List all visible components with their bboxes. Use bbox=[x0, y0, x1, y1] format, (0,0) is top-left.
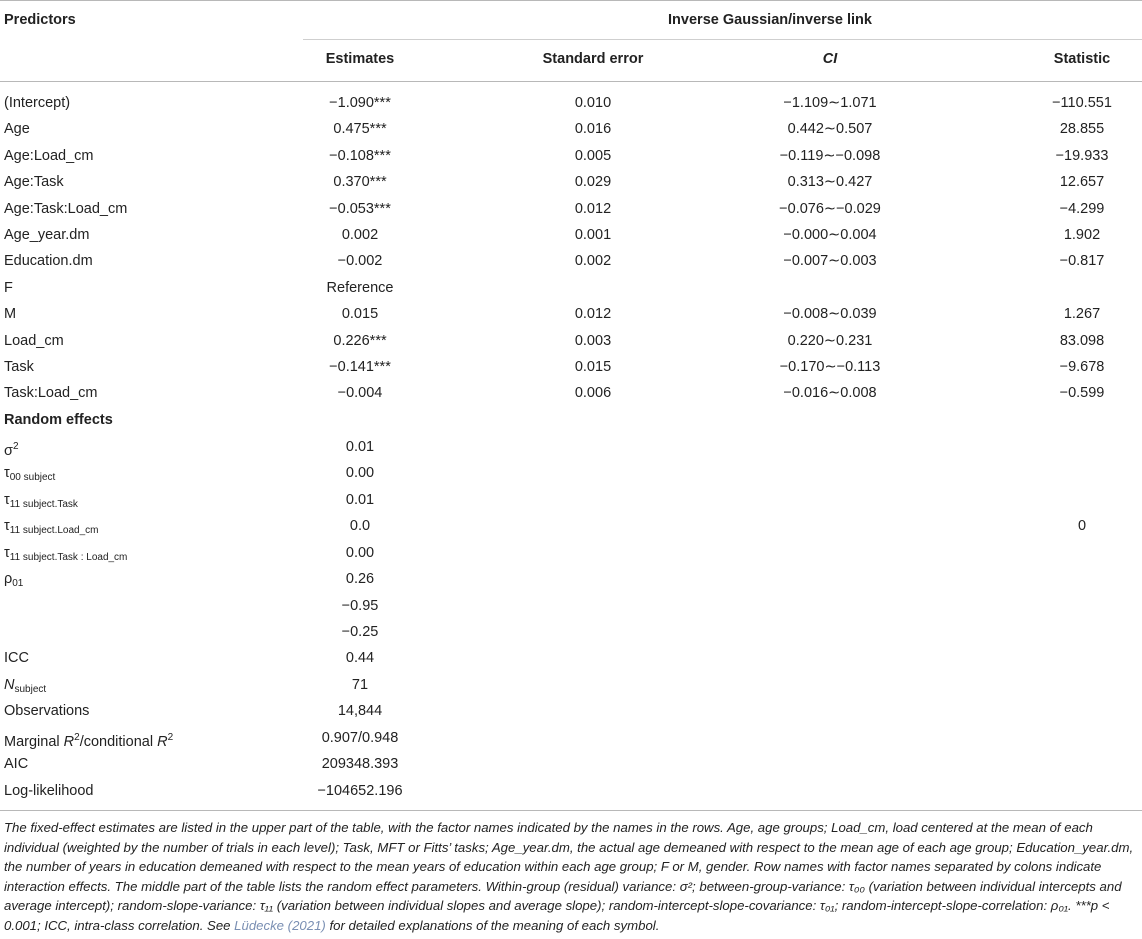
row-statistic: −0.817 bbox=[1059, 253, 1105, 269]
tau00-label bbox=[4, 464, 55, 487]
row-estimate: 0.015 bbox=[341, 306, 379, 322]
log-likelihood-label: Log-likelihood bbox=[4, 783, 94, 799]
n-subject-label bbox=[4, 676, 46, 699]
aic-label: AIC bbox=[4, 756, 29, 772]
row-estimate: −0.004 bbox=[337, 385, 383, 401]
sigma-symbol: σ bbox=[4, 443, 13, 459]
row-estimate: 0.370*** bbox=[333, 174, 387, 190]
row-standard-error: 0.012 bbox=[574, 306, 612, 322]
log-likelihood-value: −104652.196 bbox=[317, 783, 403, 799]
row-statistic: −9.678 bbox=[1059, 359, 1105, 375]
rho01-label bbox=[4, 570, 23, 593]
r2-label bbox=[4, 729, 173, 751]
row-label: Age:Load_cm bbox=[4, 148, 94, 164]
rho01-value: 0.26 bbox=[345, 571, 375, 587]
tau11-task-load-value: 0.00 bbox=[345, 545, 375, 561]
ludecke-citation-link[interactable]: Lüdecke (2021) bbox=[234, 917, 326, 933]
r2-conditional-r: R bbox=[157, 734, 168, 750]
tau-symbol: τ bbox=[4, 465, 10, 481]
row-ci: −0.008∼0.039 bbox=[783, 306, 877, 322]
row-standard-error: 0.012 bbox=[574, 201, 612, 217]
header-standard-error: Standard error bbox=[542, 51, 644, 67]
r2-marginal-r: R bbox=[63, 734, 75, 750]
top-rule bbox=[0, 0, 1142, 1]
tau11-task-label bbox=[4, 491, 78, 514]
row-label: Load_cm bbox=[4, 333, 64, 349]
sigma-sup: 2 bbox=[12, 441, 19, 452]
row-ci: −1.109∼1.071 bbox=[783, 95, 877, 111]
r2-conditional-sup: 2 bbox=[167, 732, 174, 743]
row-statistic: 1.267 bbox=[1063, 306, 1101, 322]
row-standard-error: 0.003 bbox=[574, 333, 612, 349]
row-ci: −0.016∼0.008 bbox=[783, 385, 877, 401]
tau00-value: 0.00 bbox=[345, 465, 375, 481]
tau00-sub: 00 subject bbox=[9, 472, 56, 483]
row-ci: −0.119∼−0.098 bbox=[779, 148, 881, 164]
row-ci: −0.000∼0.004 bbox=[783, 227, 877, 243]
row-label: F bbox=[4, 280, 13, 296]
tau11-load-value: 0.0 bbox=[349, 518, 371, 534]
row-label: Task:Load_cm bbox=[4, 385, 98, 401]
tau11-load-label bbox=[4, 517, 99, 540]
row-standard-error: 0.010 bbox=[574, 95, 612, 111]
row-statistic: 83.098 bbox=[1059, 333, 1105, 349]
tau11-task-value: 0.01 bbox=[345, 492, 375, 508]
row-label: Age bbox=[4, 121, 30, 137]
tau-symbol: τ bbox=[4, 545, 10, 561]
tau11-task-sub: 11 subject.Task bbox=[9, 499, 78, 510]
row-label: (Intercept) bbox=[4, 95, 71, 111]
row-label: Task bbox=[4, 359, 34, 375]
row-standard-error: 0.029 bbox=[574, 174, 612, 190]
footnote-text: The fixed-effect estimates are listed in the upper part of the table, with the factor names indicated by the names in the rows. Age, age groups; Load_cm, load centered at the mean of each individual (weighted by the number of trials in each level); Task, MFT or Fitts’ tasks; Age_year.dm, the actual age demeaned with respect to the mean age of each age group; Education_year.dm, the number of years in education demeaned with respect to the mean years of education within each age group; F or M, gender. Row names with factor names separated by colons indicate interaction effects. The middle part of the table lists the random effect parameters. Within-group (residual) variance: σ²; between-group-variance: τ₀₀ (variation between individual intercepts and average intercept); random-slope-variance: τ₁₁ (variation between individual slopes and average slope); random-intercept-slope-covariance: τ₀₁; random-intercept-slope-correlation: ρ₀₁. ***p < 0.001; ICC, intra-class correlation. See bbox=[4, 820, 1134, 933]
row-statistic: −110.551 bbox=[1052, 95, 1112, 111]
header-statistic: Statistic bbox=[1053, 51, 1111, 67]
icc-value: 0.44 bbox=[345, 650, 375, 666]
row-standard-error: 0.006 bbox=[574, 385, 612, 401]
aic-value: 209348.393 bbox=[321, 756, 399, 772]
observations-label: Observations bbox=[4, 703, 90, 719]
header-estimates: Estimates bbox=[325, 51, 395, 67]
n-sub: subject bbox=[14, 684, 47, 695]
icc-label: ICC bbox=[4, 650, 29, 666]
table-bottom-rule bbox=[0, 810, 1142, 811]
tau-symbol: τ bbox=[4, 492, 10, 508]
row-label: Age:Task bbox=[4, 174, 64, 190]
row-ci: −0.170∼−0.113 bbox=[779, 359, 881, 375]
header-ci: CI bbox=[822, 51, 838, 67]
row-statistic: 28.855 bbox=[1059, 121, 1105, 137]
tau11-load-stat: 0 bbox=[1077, 518, 1087, 534]
sigma-squared-value: 0.01 bbox=[345, 439, 375, 455]
row-statistic: 1.902 bbox=[1063, 227, 1101, 243]
footnote-text-end: for detailed explanations of the meaning of each symbol. bbox=[325, 917, 660, 933]
r2-prefix: Marginal bbox=[4, 734, 64, 750]
row-ci: 0.220∼0.231 bbox=[787, 333, 873, 349]
observations-value: 14,844 bbox=[337, 703, 383, 719]
row-estimate: −0.053*** bbox=[329, 201, 391, 217]
row-estimate: 0.002 bbox=[341, 227, 379, 243]
row-estimate: −0.141*** bbox=[329, 359, 391, 375]
row-standard-error: 0.005 bbox=[574, 148, 612, 164]
row-label: Education.dm bbox=[4, 253, 93, 269]
row-estimate: Reference bbox=[326, 280, 394, 296]
row-label: Age_year.dm bbox=[4, 227, 90, 243]
row-standard-error: 0.016 bbox=[574, 121, 612, 137]
row-statistic: −0.599 bbox=[1059, 385, 1105, 401]
n-subject-value: 71 bbox=[351, 677, 369, 693]
row-estimate: 0.226*** bbox=[333, 333, 387, 349]
tau11-task-load-sub: 11 subject.Task : Load_cm bbox=[9, 552, 128, 563]
row-standard-error: 0.015 bbox=[574, 359, 612, 375]
n-symbol: N bbox=[4, 677, 15, 693]
row-estimate: −1.090*** bbox=[329, 95, 391, 111]
row-statistic: −19.933 bbox=[1055, 148, 1109, 164]
r2-marginal-sup: 2 bbox=[74, 732, 80, 743]
row-ci: 0.442∼0.507 bbox=[787, 121, 873, 137]
row-estimate: −0.002 bbox=[337, 253, 383, 269]
row-statistic: −4.299 bbox=[1059, 201, 1105, 217]
row-estimate: 0.475*** bbox=[333, 121, 387, 137]
row-label: Age:Task:Load_cm bbox=[4, 201, 128, 217]
sigma-squared-label bbox=[4, 438, 19, 460]
row-standard-error: 0.001 bbox=[574, 227, 612, 243]
row-ci: 0.313∼0.427 bbox=[787, 174, 873, 190]
r2-middle: /conditional bbox=[79, 734, 158, 750]
row-ci: −0.007∼0.003 bbox=[783, 253, 877, 269]
random-effects-title: Random effects bbox=[4, 412, 113, 428]
header-bottom-rule bbox=[0, 81, 1142, 82]
row-label: M bbox=[4, 306, 17, 322]
tau11-load-sub: 11 subject.Load_cm bbox=[9, 525, 99, 536]
rho01-sub: 01 bbox=[12, 578, 24, 589]
tau11-task-load-label bbox=[4, 544, 127, 567]
header-subrule bbox=[303, 39, 1142, 40]
rho-extra-value-2: −0.25 bbox=[341, 624, 379, 640]
rho-extra-value-1: −0.95 bbox=[341, 598, 379, 614]
rho-symbol: ρ bbox=[4, 571, 13, 587]
tau-symbol: τ bbox=[4, 518, 10, 534]
header-model: Inverse Gaussian/inverse link bbox=[668, 12, 872, 28]
table-footnote bbox=[4, 818, 1136, 936]
header-predictors: Predictors bbox=[4, 12, 76, 28]
row-standard-error: 0.002 bbox=[574, 253, 612, 269]
row-ci: −0.076∼−0.029 bbox=[779, 201, 881, 217]
row-estimate: −0.108*** bbox=[329, 148, 391, 164]
r2-value: 0.907/0.948 bbox=[321, 730, 399, 746]
row-statistic: 12.657 bbox=[1059, 174, 1105, 190]
